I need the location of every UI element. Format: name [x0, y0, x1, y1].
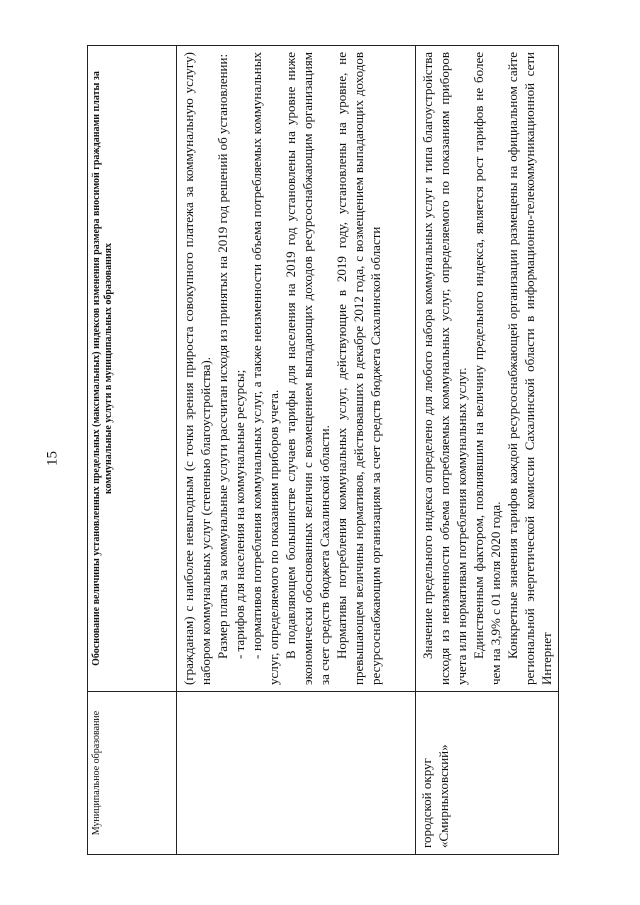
paragraph: В подавляющем большинстве случаев тарифы для населения на 2019 год установлены на уровне ниже экономически обоснованных величин с возмещением выпадающих доходов ресурсоснабжающим организациям за счет средств бюджета Сахалинской области. — [283, 52, 332, 685]
table-row — [177, 46, 416, 855]
municipality-cell — [177, 692, 416, 855]
paragraph: - нормативов потребления коммунальных услуг, а также неизменности объема потребляемых коммунальных услуг, определяемого по показаниям приборов учета. — [249, 52, 281, 685]
paragraph: (гражданам) с наиболее невыгодным (с точки зрения прироста совокупного платежа за коммунальную услугу) набором коммунальных услуг (степенью благоустройства). — [181, 52, 213, 685]
municipality-cell: городской округ «Смирныховский» — [416, 692, 559, 855]
paragraph: Конкретные значения тарифов каждой ресурсоснабжающей организации размещены на официальном сайте региональной энергетической комиссии Сахалинской области в информационно-телекоммуникационной сети Интернет — [505, 52, 554, 685]
header-municipality: Муниципальное образование — [88, 692, 177, 855]
paragraph: - тарифов для населения на коммунальные ресурсы; — [232, 369, 247, 659]
paragraph: Нормативы потребления коммунальных услуг, действующие в 2019 году, установлены на уровне, не превышающем величины нормативов, действовавших в декабре 2012 года, с возмещением выпадающих доходов ресурсоснабжающим организациям за счет средств бюджета Сахалинской области — [334, 52, 383, 685]
rotated-page-content — [87, 45, 608, 855]
justification-table — [87, 45, 559, 855]
justification-cell — [177, 46, 416, 692]
justification-cell — [416, 46, 559, 692]
paragraph: Единственным фактором, повлиявшим на величину предельного индекса, является рост тарифов не более чем на 3,9% с 01 июля 2020 года. — [471, 52, 503, 685]
paragraph: Значение предельного индекса определено для любого набора коммунальных услуг и типа благоустройства исходя из неизменности объема потребляемых коммунальных услуг, определяемого по показаниям приборов учета или нормативам потребления коммунальных услуг. — [420, 52, 469, 685]
header-justification: Обоснование величины установленных предельных (максимальных) индексов изменения размера вносимой гражданами платы за коммунальные услуги в муниципальных образованиях — [88, 46, 177, 692]
table-row — [416, 46, 559, 855]
page-number: 15 — [44, 451, 61, 466]
table-header-row — [88, 46, 177, 855]
paragraph: Размер платы за коммунальные услуги рассчитан исходя из принятых на 2019 год решений об установлении: — [215, 53, 230, 659]
